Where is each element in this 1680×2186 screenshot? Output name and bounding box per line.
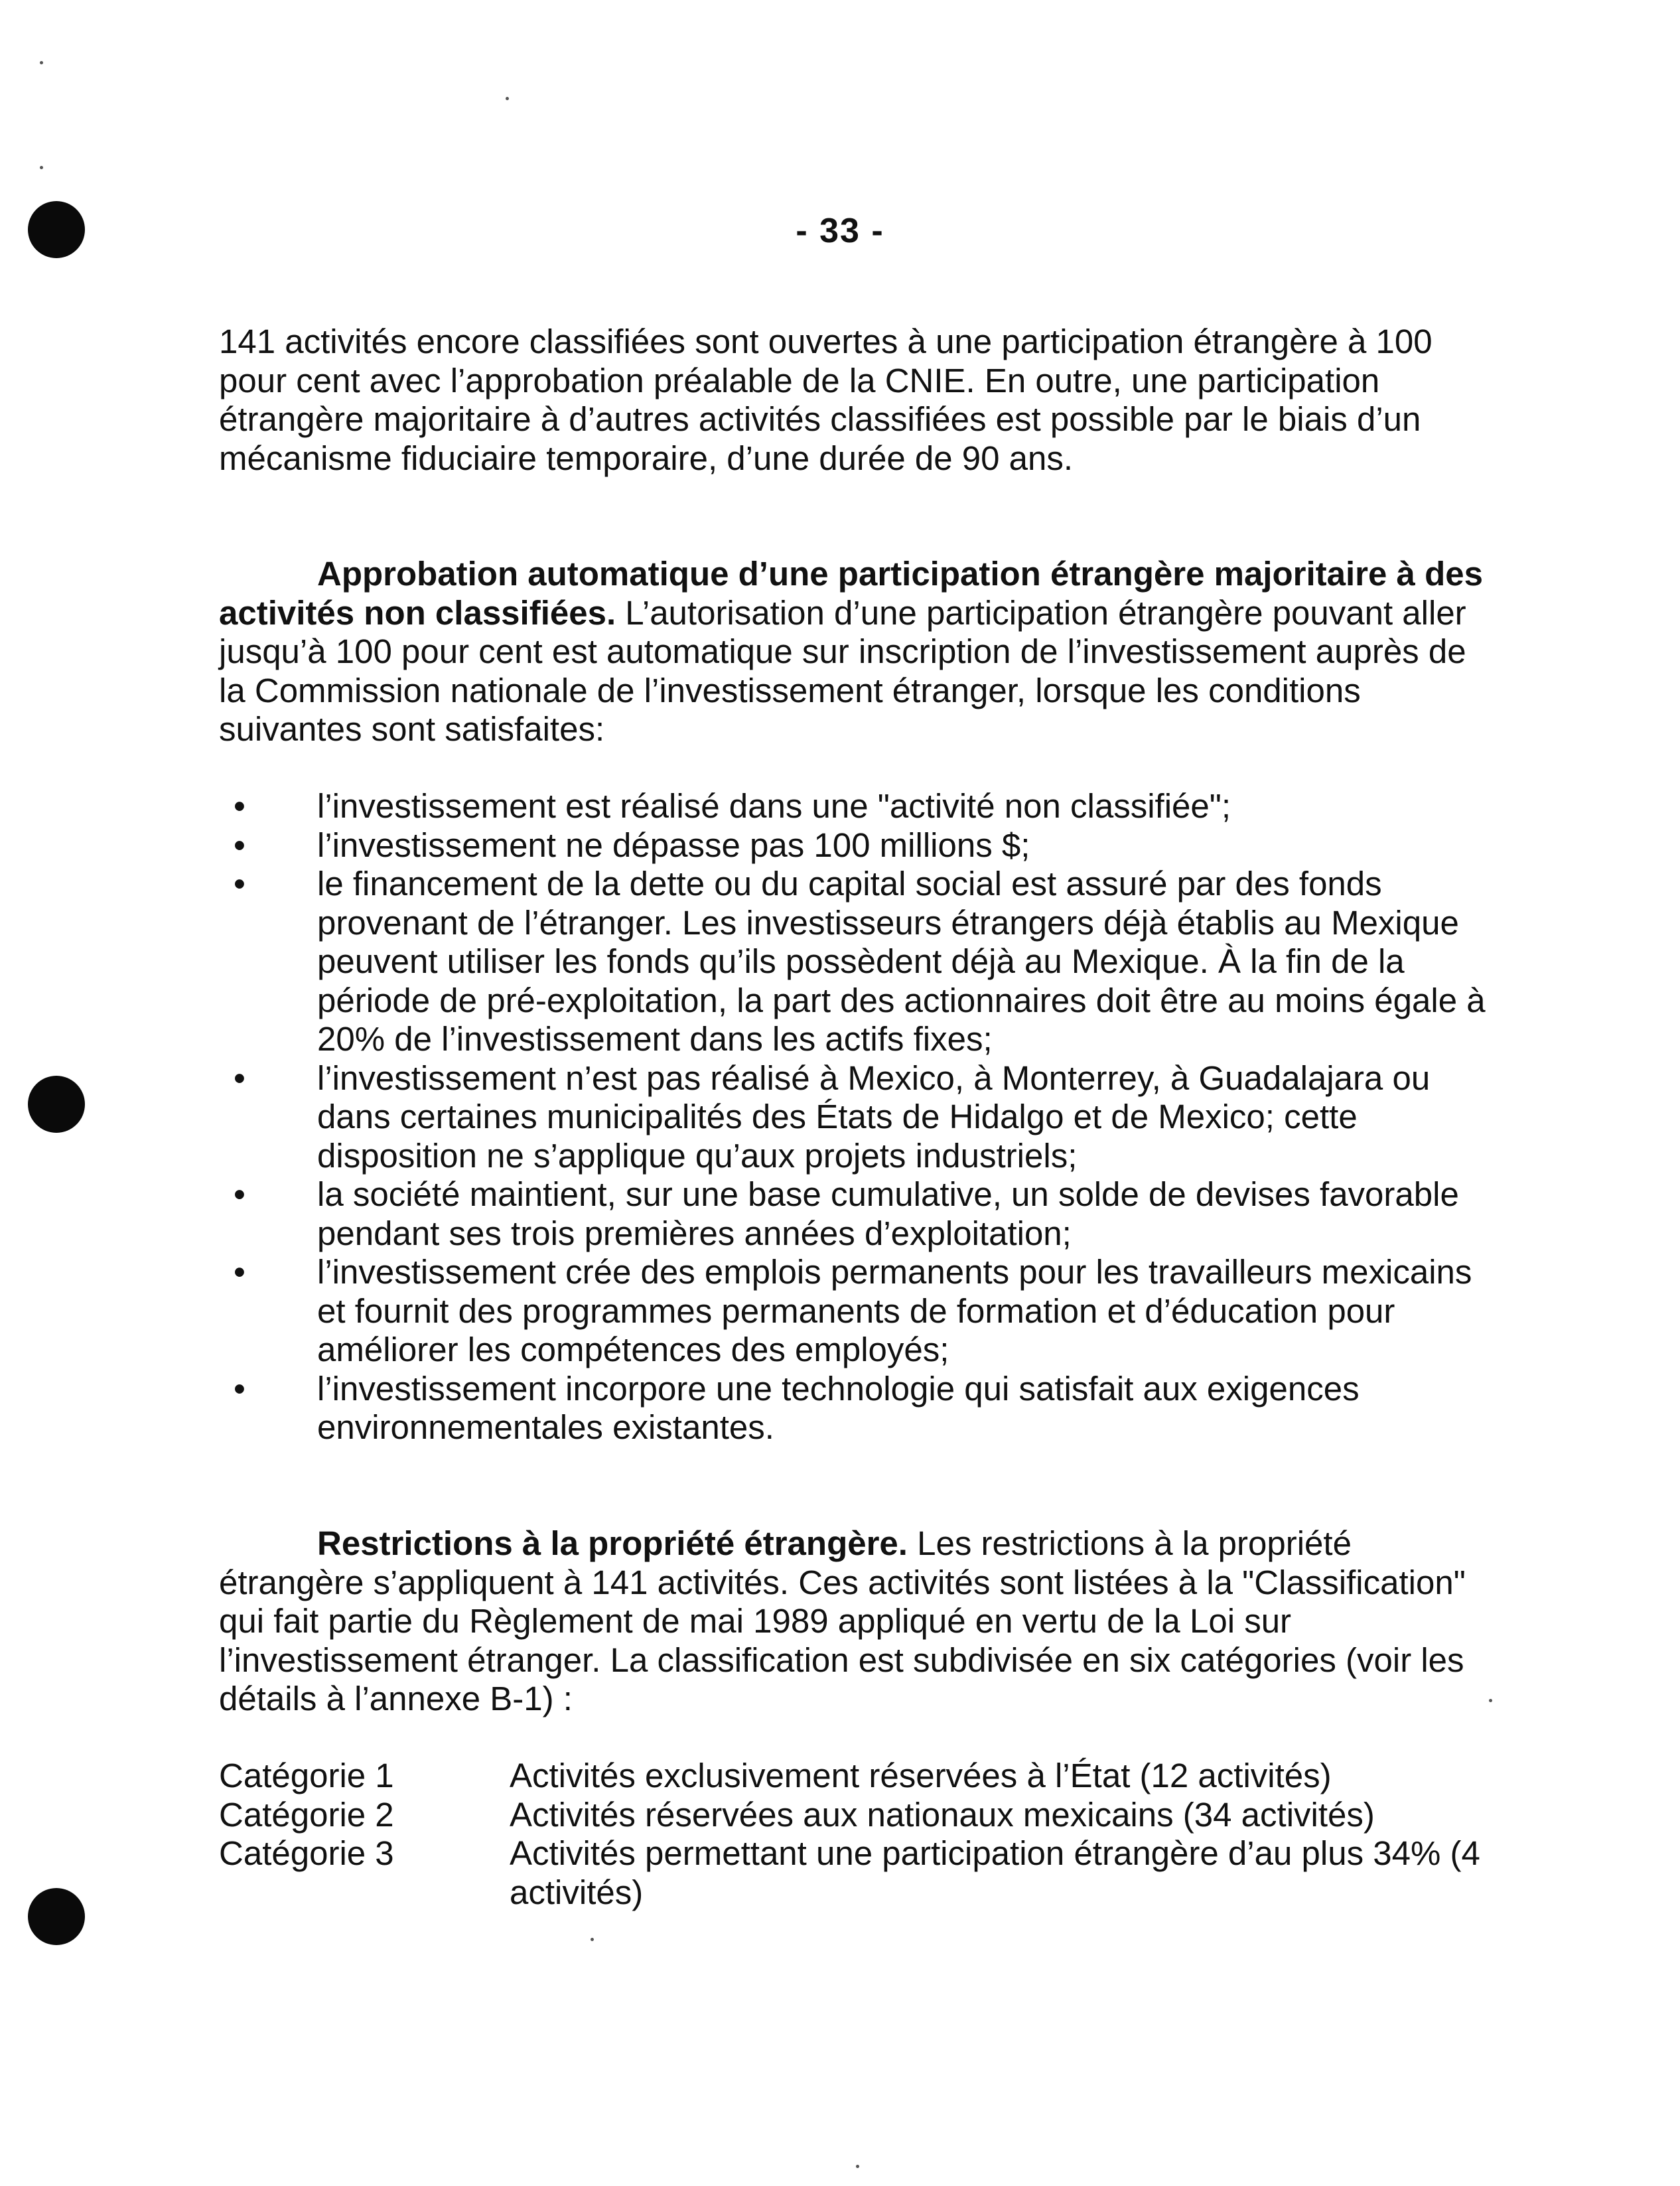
list-item xyxy=(219,826,1496,865)
bullet-icon: • xyxy=(234,1253,245,1291)
list-item xyxy=(219,865,1496,1059)
list-item-text: la société maintient, sur une base cumulative, un solde de devises favorable pendant ses trois premières années d’exploitation; xyxy=(317,1175,1459,1252)
scan-speck xyxy=(591,1938,594,1941)
scan-speck xyxy=(40,166,43,169)
category-row xyxy=(219,1834,1496,1912)
section-heading: Approbation automatique d’une participation étrangère majoritaire à des activités non classifiées. xyxy=(219,555,1483,632)
section-heading: Restrictions à la propriété étrangère. xyxy=(317,1524,908,1562)
bullet-icon: • xyxy=(234,1369,245,1408)
category-description: Activités exclusivement réservées à l’État (12 activités) xyxy=(510,1757,1332,1794)
list-item xyxy=(219,1253,1496,1370)
intro-paragraph xyxy=(219,323,1496,478)
paragraph-text: L’autorisation d’une participation étrangère pouvant aller jusqu’à 100 pour cent est automatique sur inscription de l’investissement auprès de la Commission nationale de l’investissement étranger, lorsque les conditions suivantes sont satisfaites: xyxy=(219,593,1466,748)
list-item xyxy=(219,1370,1496,1447)
list-item-text: l’investissement n’est pas réalisé à Mexico, à Monterrey, à Guadalajara ou dans certaines municipalités des États de Hidalgo et de Mexico; cette disposition ne s’applique qu’aux projets industriels; xyxy=(317,1058,1431,1175)
category-row xyxy=(219,1796,1496,1835)
list-item-text: l’investissement est réalisé dans une "activité non classifiée"; xyxy=(317,787,1231,825)
list-item-text: l’investissement incorpore une technologie qui satisfait aux exigences environnementales existantes. xyxy=(317,1369,1360,1446)
category-label: Catégorie 1 xyxy=(219,1757,394,1794)
bullet-icon: • xyxy=(234,787,245,825)
category-description: Activités réservées aux nationaux mexicains (34 activités) xyxy=(510,1795,1375,1834)
category-label: Catégorie 2 xyxy=(219,1795,394,1834)
paragraph-text: Les restrictions à la propriété étrangère s’appliquent à 141 activités. Ces activités sont listées à la "Classification" qui fait partie du Règlement de mai 1989 appliqué en vertu de la Loi sur l’investissement étranger. La classification est subdivisée en six catégories (voir les détails à l’annexe B-1) : xyxy=(219,1524,1466,1717)
bullet-icon: • xyxy=(234,865,245,903)
conditions-list xyxy=(219,787,1496,1447)
list-item-text: l’investissement crée des emplois permanents pour les travailleurs mexicains et fournit des programmes permanents de formation et d’éducation pour améliorer les compétences des employés; xyxy=(317,1253,1472,1368)
scan-speck xyxy=(856,2165,859,2168)
page-number: - 33 - xyxy=(796,212,884,250)
list-item-text: le financement de la dette ou du capital social est assuré par des fonds provenant de l’étranger. Les investisseurs étrangers déjà établis au Mexique peuvent utiliser les fonds qu’ils possèdent déjà au Mexique. À la fin de la période de pré-exploitation, la part des actionnaires doit être au moins égale à 20% de l’investissement dans les actifs fixes; xyxy=(317,865,1486,1058)
punch-hole xyxy=(28,1076,85,1133)
list-item xyxy=(219,1175,1496,1253)
restrictions-paragraph xyxy=(219,1524,1496,1719)
category-row xyxy=(219,1757,1496,1796)
paragraph-text: 141 activités encore classifiées sont ouvertes à une participation étrangère à 100 pour cent avec l’approbation préalable de la CNIE. En outre, une participation étrangère majoritaire à d’autres activités classifiées est possible par le biais d’un mécanisme fiduciaire temporaire, d’une durée de 90 ans. xyxy=(219,323,1433,477)
category-description: Activités permettant une participation étrangère d’au plus 34% (4 activités) xyxy=(510,1834,1480,1911)
list-item-text: l’investissement ne dépasse pas 100 millions $; xyxy=(317,826,1030,864)
punch-hole xyxy=(28,1888,85,1945)
list-item xyxy=(219,1059,1496,1176)
category-list xyxy=(219,1757,1496,1912)
list-item xyxy=(219,787,1496,826)
scan-speck xyxy=(506,97,509,100)
bullet-icon: • xyxy=(234,1175,245,1213)
scan-speck xyxy=(40,61,43,64)
bullet-icon: • xyxy=(234,1058,245,1097)
bullet-icon: • xyxy=(234,826,245,864)
category-label: Catégorie 3 xyxy=(219,1834,394,1872)
automatic-approval-paragraph xyxy=(219,555,1496,749)
